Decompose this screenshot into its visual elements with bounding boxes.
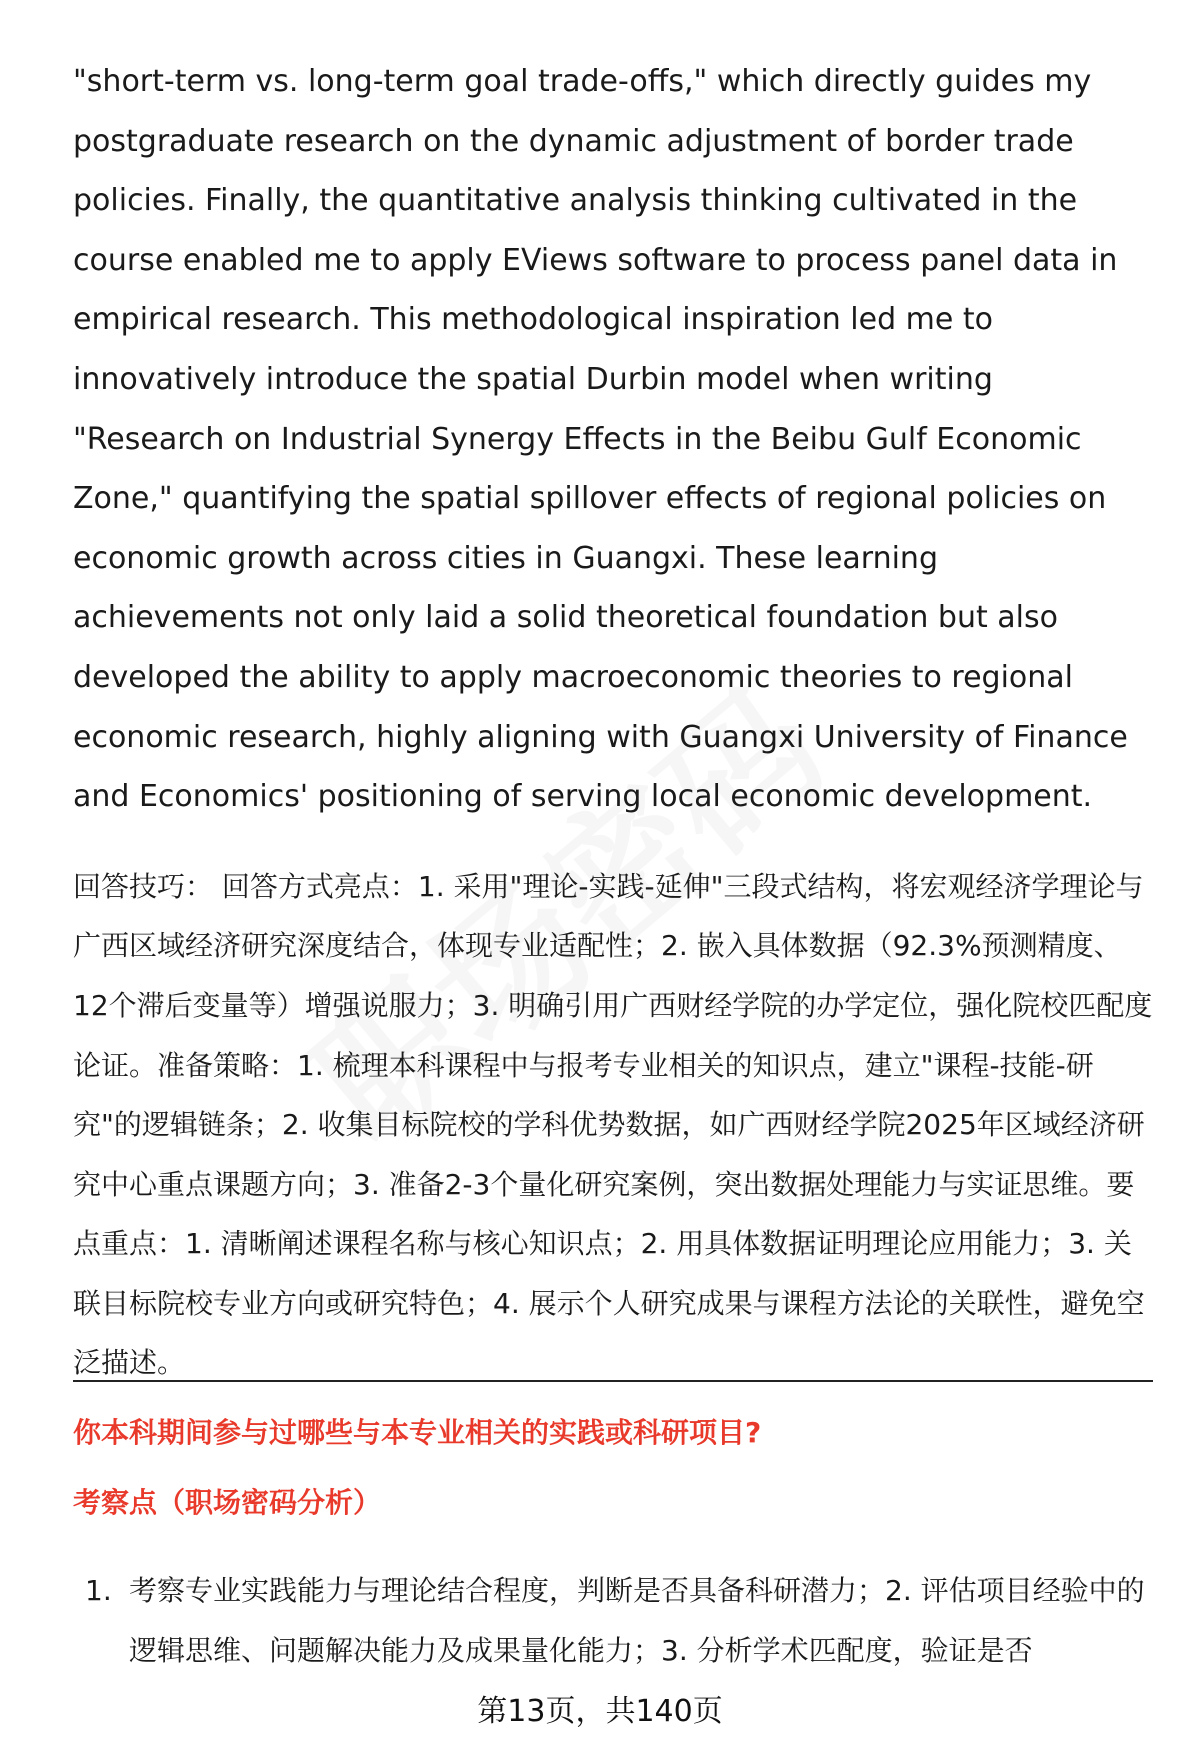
assessment-list: [73, 1561, 1153, 1680]
english-paragraph: "short-term vs. long-term goal trade-offs," which directly guides my postgraduate research on the dynamic adjustment of border trade policies. Finally, the quantitative analysis thinking cultivated in the course enabled me to apply EViews software to process panel data in empirical research. This methodological inspiration led me to innovatively introduce the spatial Durbin model when writing "Research on Industrial Synergy Effects in the Beibu Gulf Economic Zone," quantifying the spatial spillover effects of regional policies on economic growth across cities in Guangxi. These learning achievements not only laid a solid theoretical foundation but also developed the ability to apply macroeconomic theories to regional economic research, highly aligning with Guangxi University of Finance and Economics' positioning of serving local economic development.: [73, 64, 1128, 815]
list-item-number: 1.: [85, 1574, 112, 1607]
page-indicator: 第13页，共140页: [477, 1694, 723, 1729]
list-item-text: 考察专业实践能力与理论结合程度，判断是否具备科研潜力；2. 评估项目经验中的逻辑思维、问题解决能力及成果量化能力；3. 分析学术匹配度，验证是否: [129, 1574, 1145, 1667]
question-title: 你本科期间参与过哪些与本专业相关的实践或科研项目?: [73, 1416, 762, 1449]
document-body: [73, 52, 1153, 1393]
section-subhead: 考察点（职场密码分析）: [73, 1486, 382, 1519]
answer-tips-paragraph: 回答技巧： 回答方式亮点：1. 采用"理论-实践-延伸"三段式结构，将宏观经济学理论与广西区域经济研究深度结合，体现专业适配性；2. 嵌入具体数据（92.3%预测精度、12个滞后变量等）增强说服力；3. 明确引用广西财经学院的办学定位，强化院校匹配度论证。准备策略：1. 梳理本科课程中与报考专业相关的知识点，建立"课程-技能-研究"的逻辑链条；2. 收集目标院校的学科优势数据，如广西财经学院2025年区域经济研究中心重点课题方向；3. 准备2-3个量化研究案例，突出数据处理能力与实证思维。要点重点：1. 清晰阐述课程名称与核心知识点；2. 用具体数据证明理论应用能力；3. 关联目标院校专业方向或研究特色；4. 展示个人研究成果与课程方法论的关联性，避免空泛描述。: [73, 869, 1153, 1380]
list-item: [73, 1561, 1153, 1680]
section-divider: [73, 1380, 1153, 1382]
